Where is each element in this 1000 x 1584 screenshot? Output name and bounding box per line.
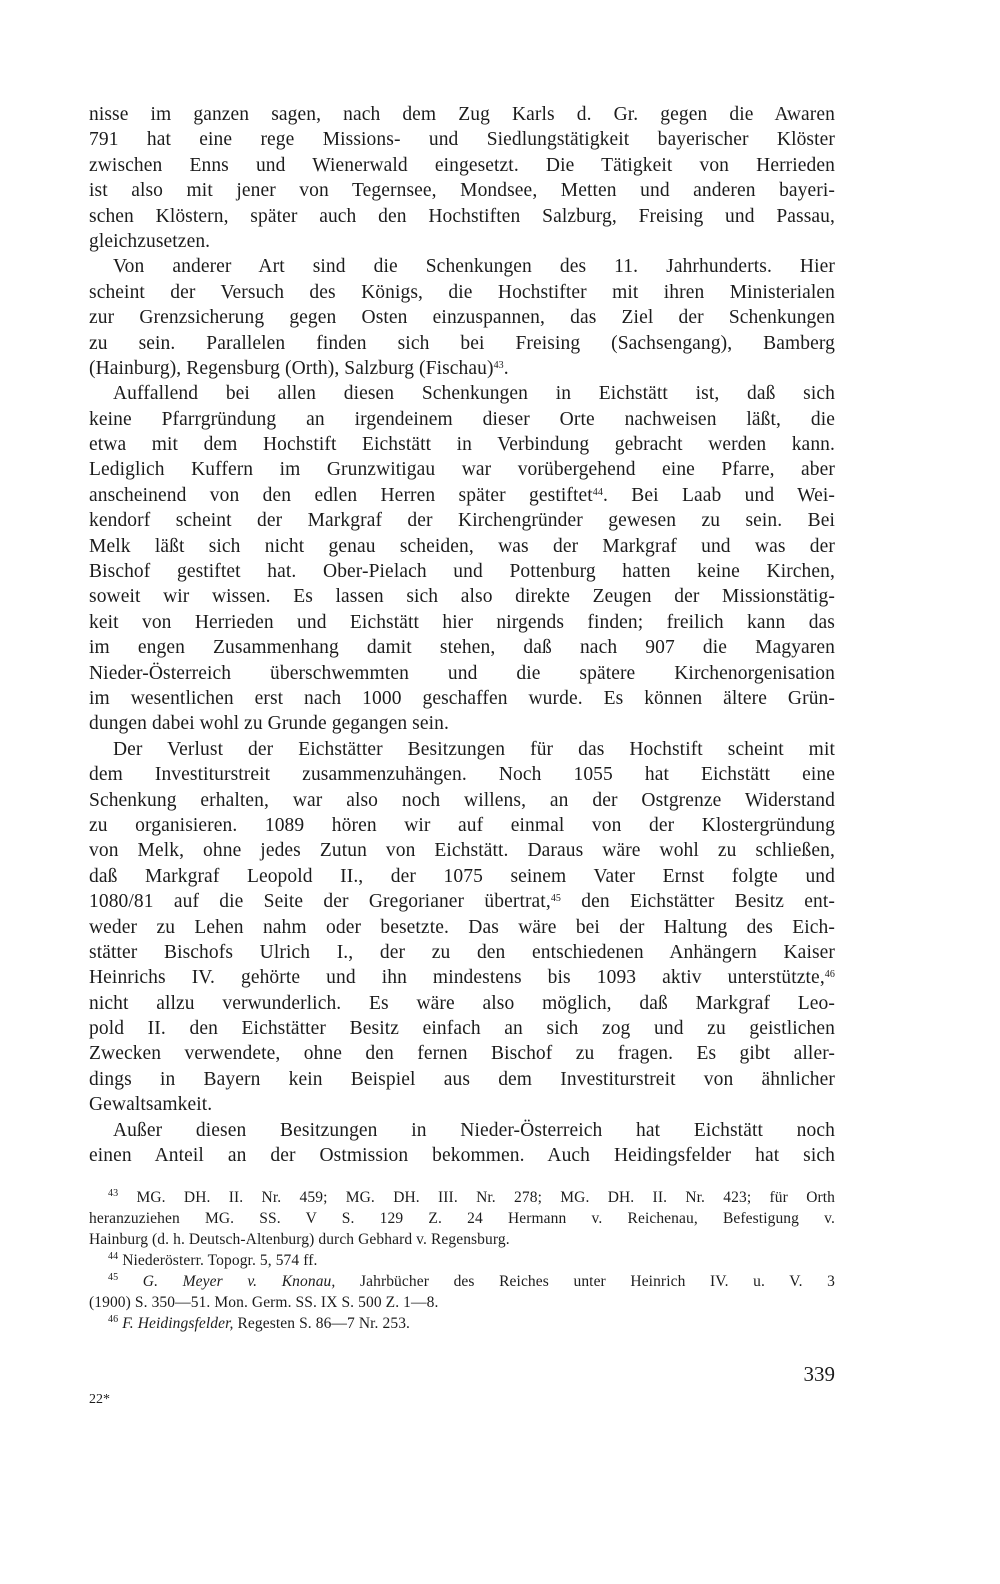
- text-line: [89, 127, 835, 152]
- text-line: [89, 864, 835, 889]
- text-line-content: zu organisieren. 1089 hören wir auf einmal von der Klostergründung: [89, 814, 835, 836]
- text-line-content: gleichzusetzen.: [89, 230, 211, 252]
- text-line-content: Der Verlust der Eichstätter Besitzungen für das Hochstift scheint mit: [113, 738, 835, 760]
- text-line: [89, 204, 835, 229]
- text-line: [89, 915, 835, 940]
- footnote-text: MG. DH. II. Nr. 459; MG. DH. III. Nr. 278; MG. DH. II. Nr. 423; für Orth: [136, 1189, 835, 1206]
- text-line: [89, 1143, 835, 1168]
- text-line: [89, 991, 835, 1016]
- text-line-content: 791 hat eine rege Missions- und Siedlungstätigkeit bayerischer Klöster: [89, 129, 835, 151]
- text-line-content: keine Pfarrgründung an irgendeinem dieser Orte nachweisen läßt, die: [89, 408, 835, 430]
- text-line: [89, 1067, 835, 1092]
- text-line: [89, 838, 835, 863]
- footnote-marker: 46: [108, 1314, 119, 1325]
- text-line-content: Von anderer Art sind die Schenkungen des 11. Jahrhunderts. Hier: [113, 256, 835, 278]
- text-line-content: dem Investiturstreit zusammenzuhängen. Noch 1055 hat Eichstätt eine: [89, 764, 835, 786]
- text-line: [89, 305, 835, 330]
- text-line-continuation: den Eichstätter Besitz ent-: [561, 891, 835, 913]
- text-line: [89, 508, 835, 533]
- footnote-reference: 46: [824, 969, 835, 981]
- text-line-content: Zwecken verwendete, ohne den fernen Bischof zu fragen. Es gibt aller-: [89, 1043, 835, 1065]
- footnote-text: Jahrbücher des Reiches unter Heinrich IV. u. V. 3: [335, 1273, 835, 1290]
- text-line-content: Außer diesen Besitzungen in Nieder-Österreich hat Eichstätt noch: [113, 1119, 835, 1141]
- text-line-content: stätter Bischofs Ulrich I., der zu den entschiedenen Anhängern Kaiser: [89, 941, 835, 963]
- text-line-content: zwischen Enns und Wienerwald eingesetzt. Die Tätigkeit von Herrieden: [89, 154, 835, 176]
- footnote-author: F. Heidingsfelder,: [122, 1315, 234, 1332]
- text-line-content: dungen dabei wohl zu Grunde gegangen sein.: [89, 713, 449, 735]
- text-line-content: dings in Bayern kein Beispiel aus dem Investiturstreit von ähnlicher: [89, 1068, 835, 1090]
- footnote-author: G. Meyer v. Knonau,: [142, 1273, 336, 1290]
- footnote-marker: 44: [108, 1251, 119, 1262]
- text-line: [89, 610, 835, 635]
- footnote-43: [89, 1187, 835, 1208]
- text-line-content: Lediglich Kuffern im Grunzwitigau war vorübergehend eine Pfarre, aber: [89, 459, 835, 481]
- footnote-text: heranzuziehen MG. SS. V S. 129 Z. 24 Hermann v. Reichenau, Befestigung v.: [89, 1210, 835, 1227]
- text-line-content: nisse im ganzen sagen, nach dem Zug Karls d. Gr. gegen die Awaren: [89, 104, 835, 125]
- footnotes: [89, 1187, 835, 1334]
- text-line: [89, 178, 835, 203]
- text-line-content: pold II. den Eichstätter Besitz einfach an sich zog und zu geistlichen: [89, 1018, 835, 1040]
- text-line-content: scheint der Versuch des Königs, die Hochstifter mit ihren Ministerialen: [89, 281, 835, 303]
- footnote-44: [89, 1250, 835, 1271]
- text-line-content: Gewaltsamkeit.: [89, 1094, 213, 1116]
- text-line-content: im engen Zusammenhang damit stehen, daß nach 907 die Magyaren: [89, 637, 835, 659]
- text-line-content: ist also mit jener von Tegernsee, Mondsee, Metten und anderen bayeri-: [89, 180, 835, 202]
- text-line: [89, 762, 835, 787]
- text-line: [89, 1092, 835, 1117]
- text-line-content: weder zu Lehen nahm oder besetzte. Das wäre bei der Haltung des Eich-: [89, 916, 835, 938]
- text-line: [89, 254, 835, 279]
- text-line: [89, 965, 835, 990]
- text-line-content: Melk läßt sich nicht genau scheiden, was der Markgraf und was der: [89, 535, 835, 557]
- text-line: [89, 1041, 835, 1066]
- text-line-content: kendorf scheint der Markgraf der Kirchengründer gewesen zu sein. Bei: [89, 510, 835, 532]
- footnote-43-continued: [89, 1229, 835, 1250]
- footnote-46: [89, 1313, 835, 1334]
- text-line-content: 1080/81 auf die Seite der Gregorianer übertrat,: [89, 891, 551, 913]
- text-line: [89, 686, 835, 711]
- text-line: [89, 381, 835, 406]
- text-line-content: etwa mit dem Hochstift Eichstätt in Verbindung gebracht werden kann.: [89, 434, 835, 456]
- footnote-text: Hainburg (d. h. Deutsch-Altenburg) durch Gebhard v. Regensburg.: [89, 1231, 510, 1248]
- footnote-reference: 45: [550, 893, 562, 905]
- footnote-text: Niederösterr. Topogr. 5, 574 ff.: [122, 1252, 318, 1269]
- footnote-marker: 45: [108, 1272, 119, 1283]
- text-line-content: (Hainburg), Regensburg (Orth), Salzburg (Fischau): [89, 357, 494, 379]
- text-line: [89, 1016, 835, 1041]
- footnote-text: Regesten S. 86—7 Nr. 253.: [233, 1315, 411, 1332]
- text-line-content: im wesentlichen erst nach 1000 geschaffen wurde. Es können ältere Grün-: [89, 687, 835, 709]
- text-line: [89, 711, 835, 736]
- text-line: [89, 153, 835, 178]
- footnote-text: (1900) S. 350—51. Mon. Germ. SS. IX S. 500 Z. 1—8.: [89, 1294, 439, 1311]
- text-line-continuation: .: [503, 357, 509, 379]
- text-line-content: daß Markgraf Leopold II., der 1075 seinem Vater Ernst folgte und: [89, 865, 835, 887]
- footnote-45-continued: [89, 1292, 835, 1313]
- main-text: [89, 102, 835, 1168]
- text-line: [89, 940, 835, 965]
- text-line-content: von Melk, ohne jedes Zutun von Eichstätt. Daraus wäre wohl zu schließen,: [89, 840, 835, 862]
- text-line-continuation: . Bei Laab und Wei-: [602, 484, 835, 506]
- text-line: [89, 483, 835, 508]
- text-line-content: zur Grenzsicherung gegen Osten einzuspannen, das Ziel der Schenkungen: [89, 307, 835, 329]
- text-line: [89, 280, 835, 305]
- text-line: [89, 813, 835, 838]
- text-line: [89, 889, 835, 914]
- text-line-content: schen Klöstern, später auch den Hochstiften Salzburg, Freising und Passau,: [89, 205, 835, 227]
- text-line-content: Nieder-Österreich überschwemmten und die spätere Kirchenorgenisation: [89, 662, 835, 684]
- text-line: [89, 432, 835, 457]
- text-line-content: nicht allzu verwunderlich. Es wäre also möglich, daß Markgraf Leo-: [89, 992, 835, 1014]
- signature-mark: 22*: [89, 1392, 110, 1407]
- text-line: [89, 534, 835, 559]
- footnote-45: [89, 1271, 835, 1292]
- text-line-content: Bischof gestiftet hat. Ober-Pielach und Pottenburg hatten keine Kirchen,: [89, 561, 835, 583]
- text-line-content: zu sein. Parallelen finden sich bei Freising (Sachsengang), Bamberg: [89, 332, 835, 354]
- text-line-content: Schenkung erhalten, war also noch willens, an der Ostgrenze Widerstand: [89, 789, 835, 811]
- text-line: [89, 788, 835, 813]
- text-line: [89, 559, 835, 584]
- text-line: [89, 356, 835, 381]
- text-line: [89, 584, 835, 609]
- text-line: [89, 229, 835, 254]
- text-line: [89, 331, 835, 356]
- text-line-content: soweit wir wissen. Es lassen sich also direkte Zeugen der Missionstätig-: [89, 586, 835, 608]
- text-line-content: Auffallend bei allen diesen Schenkungen in Eichstätt ist, daß sich: [113, 383, 835, 405]
- text-line: [89, 102, 835, 127]
- text-line: [89, 407, 835, 432]
- body-text-block: [89, 102, 835, 1168]
- text-line: [89, 661, 835, 686]
- footnote-43-continued: [89, 1208, 835, 1229]
- footnote-reference: 43: [493, 359, 504, 371]
- text-line-content: einen Anteil an der Ostmission bekommen. Auch Heidingsfelder hat sich: [89, 1145, 835, 1167]
- text-line: [89, 635, 835, 660]
- text-line-content: keit von Herrieden und Eichstätt hier nirgends finden; freilich kann das: [89, 611, 835, 633]
- footnote-reference: 44: [592, 486, 603, 498]
- footnote-marker: 43: [108, 1188, 119, 1199]
- text-line-content: anscheinend von den edlen Herren später gestiftet: [89, 484, 593, 506]
- text-line: [89, 1118, 835, 1143]
- text-line-content: Heinrichs IV. gehörte und ihn mindestens bis 1093 aktiv unterstützte,: [89, 967, 825, 989]
- text-line: [89, 457, 835, 482]
- page-number: 339: [803, 1362, 835, 1386]
- text-line: [89, 737, 835, 762]
